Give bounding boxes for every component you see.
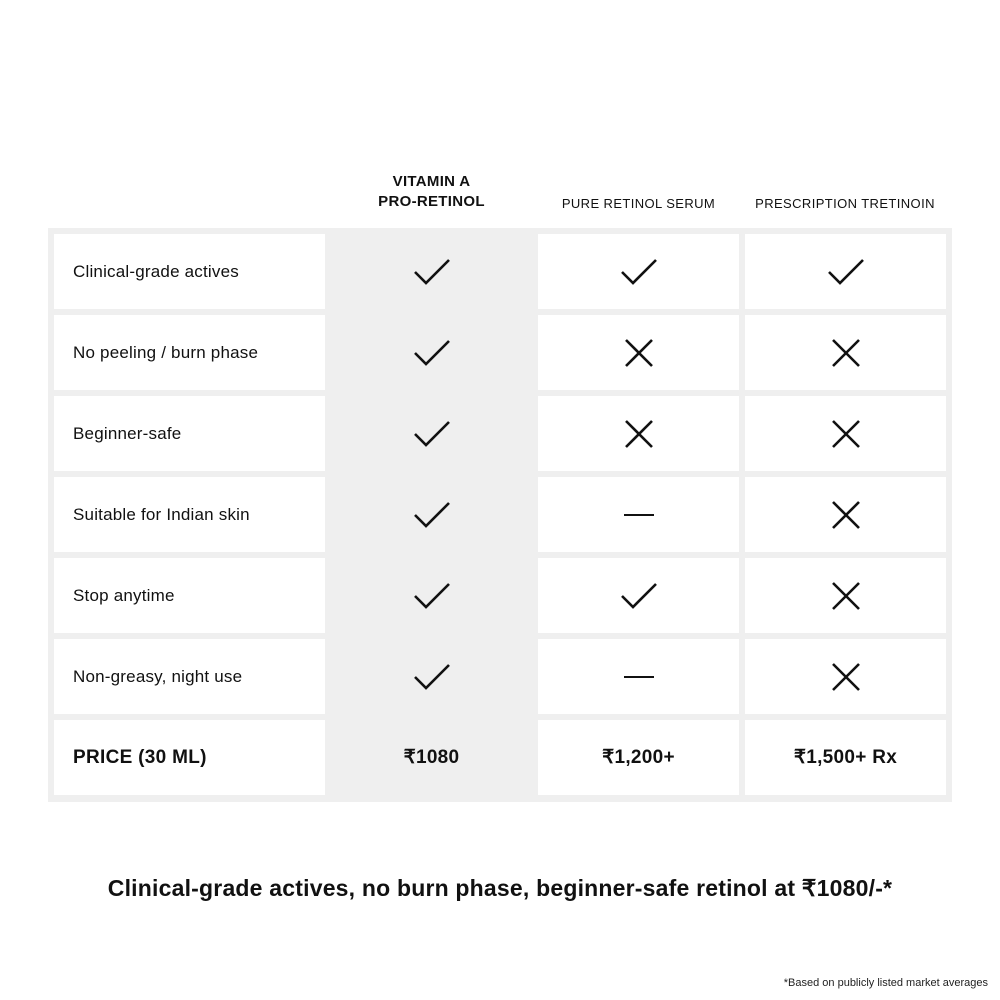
comparison-cell xyxy=(745,315,946,390)
column-header-line-2: PRO-RETINOL xyxy=(378,193,485,210)
comparison-cell xyxy=(745,396,946,471)
cross-icon xyxy=(831,419,861,449)
comparison-cell xyxy=(538,477,739,552)
tagline: Clinical-grade actives, no burn phase, beginner-safe retinol at ₹1080/-* xyxy=(107,875,893,901)
cross-icon xyxy=(831,581,861,611)
cross-icon xyxy=(831,500,861,530)
check-icon xyxy=(619,581,659,611)
cross-icon xyxy=(624,419,654,449)
comparison-cell xyxy=(745,639,946,714)
comparison-cell xyxy=(538,234,739,309)
comparison-cell xyxy=(538,315,739,390)
row-label: Non-greasy, night use xyxy=(73,666,243,686)
comparison-cell xyxy=(325,234,538,309)
price-label-cell xyxy=(54,720,325,795)
comparison-cell xyxy=(325,315,538,390)
column-header-prescription-tretinoin: PRESCRIPTION TRETINOIN xyxy=(755,196,935,211)
column-header-line-1: VITAMIN A xyxy=(392,173,471,190)
price-cell xyxy=(538,720,739,795)
price-label: PRICE (30 ML) xyxy=(73,746,207,768)
row-label: Stop anytime xyxy=(73,585,175,605)
comparison-cell xyxy=(538,396,739,471)
price-cell xyxy=(745,720,946,795)
check-icon xyxy=(826,257,866,287)
row-label-cell xyxy=(54,396,325,471)
price-value: ₹1,500+ Rx xyxy=(793,747,898,768)
comparison-cell xyxy=(325,639,538,714)
price-value: ₹1,200+ xyxy=(602,747,675,768)
column-header-pure-retinol-serum: PURE RETINOL SERUM xyxy=(561,196,716,211)
row-label: Suitable for Indian skin xyxy=(73,504,250,524)
comparison-cell xyxy=(538,558,739,633)
comparison-table xyxy=(48,228,952,802)
row-label: Beginner-safe xyxy=(73,423,182,443)
cross-icon xyxy=(831,338,861,368)
price-value: ₹1080 xyxy=(403,747,460,768)
cross-icon xyxy=(624,338,654,368)
check-icon xyxy=(412,662,452,692)
row-label: Clinical-grade actives xyxy=(73,261,239,281)
cross-icon xyxy=(831,662,861,692)
row-label-cell xyxy=(54,234,325,309)
footnote: *Based on publicly listed market averages xyxy=(783,977,988,989)
row-label-cell xyxy=(54,315,325,390)
row-label-cell xyxy=(54,639,325,714)
check-icon xyxy=(412,338,452,368)
comparison-cell xyxy=(325,558,538,633)
check-icon xyxy=(412,257,452,287)
price-cell xyxy=(325,720,538,795)
check-icon xyxy=(619,257,659,287)
check-icon xyxy=(412,419,452,449)
check-icon xyxy=(412,500,452,530)
row-label-cell xyxy=(54,477,325,552)
row-label: No peeling / burn phase xyxy=(73,342,259,362)
row-label-cell xyxy=(54,558,325,633)
comparison-cell xyxy=(325,477,538,552)
comparison-cell xyxy=(745,477,946,552)
dash-icon xyxy=(624,675,654,679)
dash-icon xyxy=(624,513,654,517)
comparison-cell xyxy=(325,396,538,471)
comparison-cell xyxy=(745,234,946,309)
check-icon xyxy=(412,581,452,611)
column-header-vitamin-a-pro-retinol xyxy=(330,172,533,212)
comparison-cell xyxy=(745,558,946,633)
comparison-cell xyxy=(538,639,739,714)
